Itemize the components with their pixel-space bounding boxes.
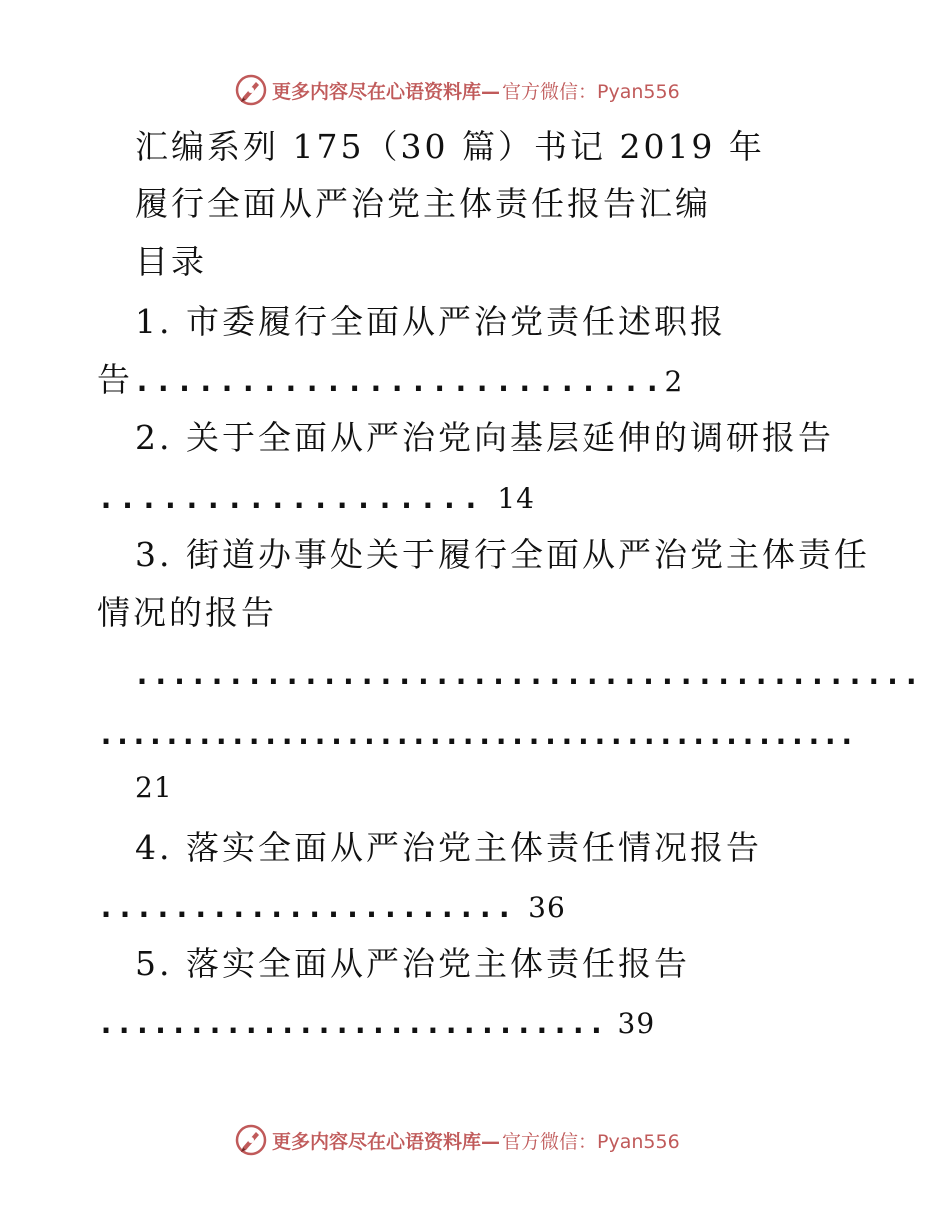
toc-entry-1-title: 1. 市委履行全面从严治党责任述职报 (135, 302, 726, 341)
watermark-footer (234, 1122, 680, 1158)
toc-entry-1-page: 2 (664, 365, 684, 398)
watermark-header (234, 72, 680, 108)
watermark-text: 更多内容尽在心语资料库— (272, 1130, 501, 1153)
toc-entry-1-leader: ......................... (133, 364, 665, 399)
toc-entry-1-title-line2: 告 (97, 360, 133, 399)
toc-entry-3-title-line2: 情况的报告 (97, 593, 277, 632)
watermark-text: 更多内容尽在心语资料库— (272, 80, 501, 103)
pen-logo-icon (234, 73, 268, 107)
toc-entry-3-leader-line2: .............................................. (97, 717, 855, 752)
toc-entry-4-leader-row (97, 886, 566, 928)
toc-entry-3-leader-line1: .......................................... (133, 657, 921, 692)
toc-entry-2-leader-row (97, 477, 535, 519)
toc-entry-2-leader: .................. (97, 481, 484, 516)
toc-entry-4-title: 4. 落实全面从严治党主体责任情况报告 (135, 828, 762, 867)
document-title-line1: 汇编系列 175（30 篇）书记 2019 年 (135, 127, 765, 166)
toc-entry-3-title: 3. 街道办事处关于履行全面从严治党主体责任 (135, 535, 870, 574)
toc-entry-2-page: 14 (497, 482, 535, 515)
watermark-wechat: 官方微信：Pyan556 (502, 80, 680, 103)
toc-entry-5-title: 5. 落实全面从严治党主体责任报告 (135, 944, 690, 983)
toc-heading: 目录 (135, 242, 207, 281)
toc-entry-3-page: 21 (135, 771, 173, 804)
watermark-wechat: 官方微信：Pyan556 (502, 1130, 680, 1153)
toc-entry-5-page: 39 (617, 1007, 656, 1040)
toc-entry-5-leader-row (97, 1002, 655, 1044)
toc-entry-2-title: 2. 关于全面从严治党向基层延伸的调研报告 (135, 418, 834, 457)
toc-entry-4-page: 36 (528, 891, 566, 924)
toc-entry-5-leader: ............................ (97, 1006, 606, 1041)
pen-logo-icon (234, 1123, 268, 1157)
toc-entry-1-title-cont (97, 360, 683, 402)
toc-entry-4-leader: ...................... (97, 890, 515, 925)
document-title-line2: 履行全面从严治党主体责任报告汇编 (135, 184, 711, 223)
